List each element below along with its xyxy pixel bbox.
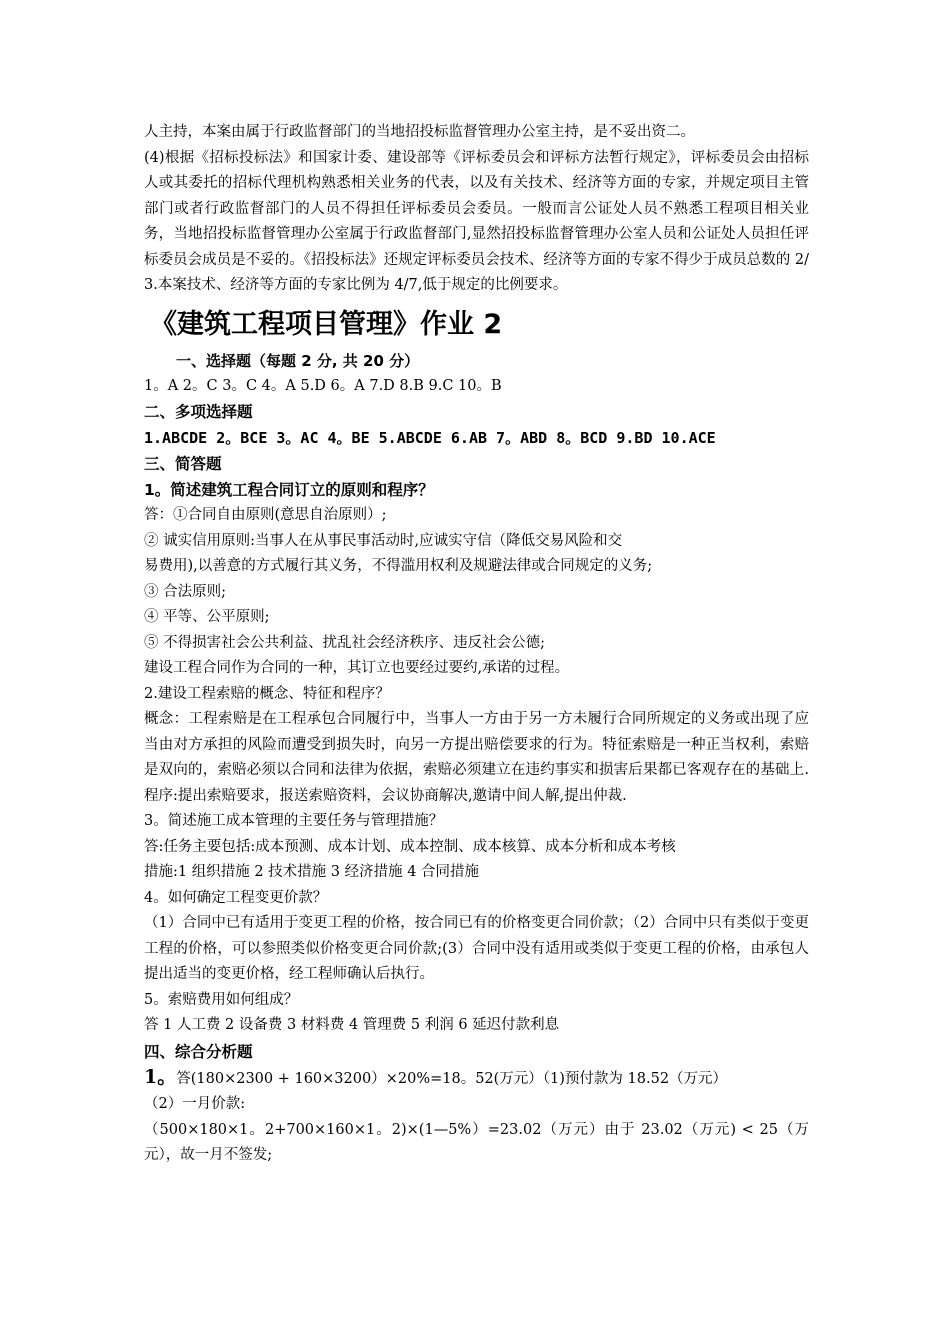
- question-5: 5。索赔费用如何组成？: [144, 991, 299, 1008]
- document-content: [144, 120, 809, 1169]
- answer-1-line-4: ③ 合法原则;: [144, 583, 226, 600]
- paragraph-continuation: 人主持，本案由属于行政监督部门的当地招投标监督管理办公室主持，是不妥出资二。: [144, 124, 695, 140]
- question-1: 1。简述建筑工程合同订立的原则和程序？: [144, 481, 434, 499]
- answer-3-tasks: 答:任务主要包括:成本预测、成本计划、成本控制、成本核算、成本分析和成本考核: [144, 838, 676, 855]
- analysis-line-1: [144, 1065, 809, 1093]
- section-heading-choice: 一、选择题（每题 2 分, 共 20 分）: [176, 351, 420, 370]
- choice-answers: 1。A 2。C 3。C 4。A 5.D 6。A 7.D 8.B 9.C 10。B: [144, 377, 502, 394]
- answer-1-line-2: ② 诚实信用原则:当事人在从事民事活动时,应诚实守信（降低交易风险和交: [144, 532, 623, 549]
- multiple-choice-answers: 1.ABCDE 2。BCE 3。AC 4。BE 5.ABCDE 6.AB 7。ABD 8。BCD 9.BD 10.ACE: [144, 429, 716, 447]
- answer-1-line-7: 建设工程合同作为合同的一种，其订立也要经过要约,承诺的过程。: [144, 660, 570, 676]
- question-2: 2.建设工程索赔的概念、特征和程序？: [144, 685, 390, 702]
- document-title: 《建筑工程项目管理》作业 2: [150, 308, 503, 340]
- paragraph-evaluation-committee: (4)根据《招标投标法》和国家计委、建设部等《评标委员会和评标方法暂行规定》，评标委员会由招标人或其委托的招标代理机构熟悉相关业务的代表，以及有关技术、经济等方面的专家，并规定项目主管部门或者行政监督部门的人员不得担任评标委员会委员。一般而言公证处人员不熟悉工程项目相关业务，当地招投标监督管理办公室属于行政监督部门,显然招投标监督管理办公室人员和公证处人员担任评标委员会成员是不妥的。《招投标法》还规定评标委员会技术、经济等方面的专家不得少于成员总数的 2/3.本案技术、经济等方面的专家比例为 4/7,低于规定的比例要求。: [144, 149, 809, 293]
- analysis-line-2: （2）一月价款:: [144, 1096, 246, 1112]
- section-heading-short-answer: 三、简答题: [144, 455, 222, 473]
- section-heading-multiple-choice: 二、多项选择题: [144, 403, 253, 421]
- answer-3-measures: 措施:1 组织措施 2 技术措施 3 经济措施 4 合同措施: [144, 864, 480, 880]
- answer-4: （1）合同中已有适用于变更工程的价格，按合同已有的价格变更合同价款；（2）合同中只有类似于变更工程的价格，可以参照类似价格变更合同价款;(3）合同中没有适用或类似于变更工程的价格，由承包人提出适当的变更价格，经工程师确认后执行。: [144, 915, 809, 982]
- answer-1-line-3: 易费用),以善意的方式履行其义务，不得滥用权利及规避法律或合同规定的义务;: [144, 558, 653, 574]
- analysis-line-3: （500×180×1。2+700×160×1。2)×(1—5%）=23.02（万元）由于 23.02（万元) < 25（万元），故一月不签发;: [144, 1121, 809, 1163]
- answer-1-line-1: 答：①合同自由原则(意思自治原则）;: [144, 507, 387, 523]
- analysis-number: 1。: [144, 1065, 177, 1088]
- answer-1-line-5: ④ 平等、公平原则;: [144, 609, 270, 625]
- question-3: 3。简述施工成本管理的主要任务与管理措施？: [144, 813, 444, 829]
- answer-5: 答 1 人工费 2 设备费 3 材料费 4 管理费 5 利润 6 延迟付款利息: [144, 1017, 560, 1033]
- question-4: 4。如何确定工程变更价款？: [144, 889, 328, 906]
- analysis-line-1-text: 答(180×2300 + 160×3200）×20%=18。52(万元）（1)预付款为 18.52（万元）: [176, 1070, 728, 1087]
- answer-2: 概念：工程索赔是在工程承包合同履行中，当事人一方由于另一方未履行合同所规定的义务或出现了应当由对方承担的风险而遭受到损失时，向另一方提出赔偿要求的行为。特征索赔是一种正当权利，索赔是双向的，索赔必须以合同和法律为依据，索赔必须建立在违约事实和损害后果都已客观存在的基础上.程序:提出索赔要求，报送索赔资料，会议协商解决,邀请中间人解,提出仲裁.: [144, 711, 809, 804]
- answer-1-line-6: ⑤ 不得损害社会公共利益、扰乱社会经济秩序、违反社会公德;: [144, 634, 545, 651]
- section-heading-analysis: 四、综合分析题: [144, 1042, 253, 1061]
